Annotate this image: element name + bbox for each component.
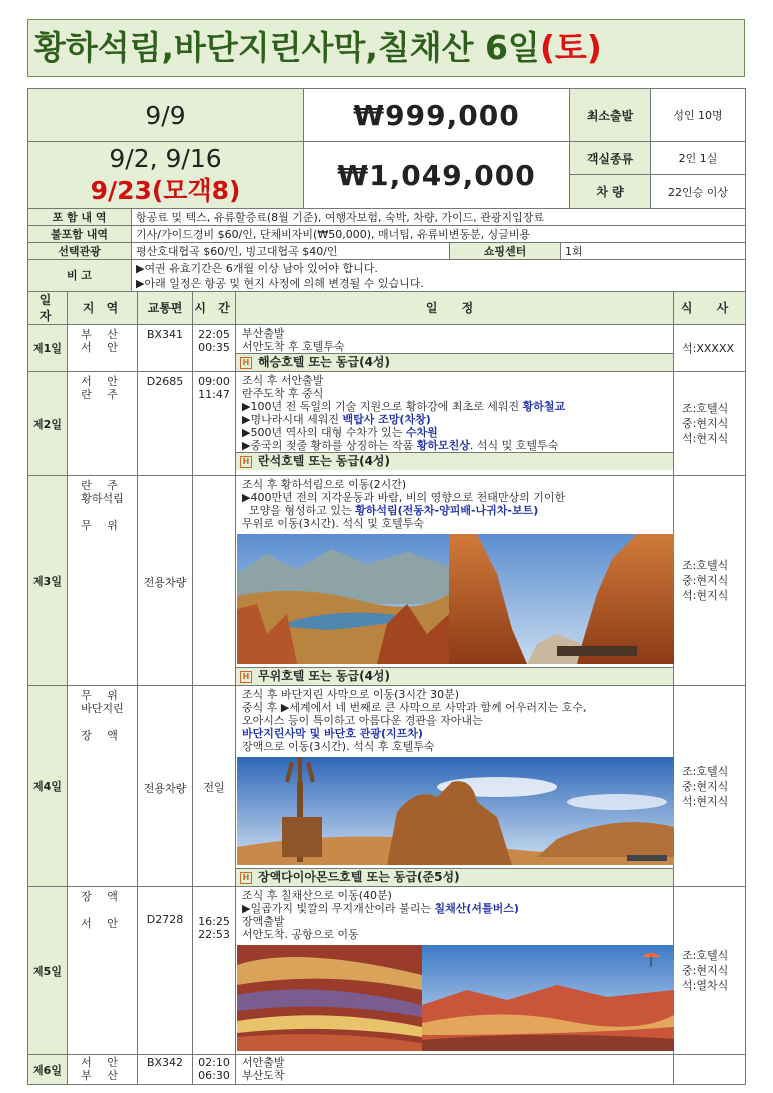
day-4-label: 제4일 bbox=[28, 686, 68, 887]
day-3-regions bbox=[68, 476, 138, 686]
day-3-hotel bbox=[236, 667, 673, 685]
day-4-regions bbox=[68, 686, 138, 887]
vehicle-label: 차 량 bbox=[570, 175, 651, 209]
day-5-schedule bbox=[236, 887, 674, 1055]
hotel-name: 무위호텔 또는 동급(4성) bbox=[258, 669, 391, 683]
day-3-times bbox=[193, 476, 236, 686]
schedule-line: 란주도착 후 중식 bbox=[242, 387, 324, 400]
meal: 석:XXXXX bbox=[682, 341, 735, 355]
badain-jaran-desert-photo bbox=[237, 757, 674, 865]
header-meal: 식 사 bbox=[674, 292, 746, 325]
day-1-regions bbox=[68, 325, 138, 372]
day-3-meals bbox=[674, 476, 746, 686]
text: . 석식 및 호텔투숙 bbox=[469, 439, 559, 452]
region: 무 위 bbox=[81, 689, 124, 702]
shop-value: 1회 bbox=[561, 243, 746, 260]
schedule-line: 조식 후 칠채산으로 이동(40분) bbox=[242, 889, 392, 902]
day-6-schedule bbox=[236, 1055, 674, 1085]
day-5-transport: D2728 bbox=[138, 887, 193, 1055]
text: ▶일곱가지 빛깔의 무지개산이라 불리는 bbox=[242, 902, 435, 915]
schedule-line: 오아시스 등이 특이하고 아름다운 경관을 자아내는 bbox=[242, 714, 483, 727]
schedule-line: 부산출발 bbox=[242, 327, 285, 340]
exclude-text: 기사/가이드경비 $60/인, 단체비자비(₩50,000), 매너팁, 유류비변동분, 싱글비용 bbox=[132, 226, 746, 243]
day-3-schedule bbox=[236, 476, 674, 686]
region: 부 산 bbox=[81, 1069, 124, 1082]
day-5-meals bbox=[674, 887, 746, 1055]
day-2-label: 제2일 bbox=[28, 372, 68, 476]
region: 무 위 bbox=[81, 519, 124, 532]
hotel-name: 해승호텔 또는 동급(4성) bbox=[258, 355, 391, 369]
schedule-line: 바단지린사막 및 바단호 관광(지프차) bbox=[242, 727, 423, 740]
day-3-transport: 전용차량 bbox=[138, 476, 193, 686]
meal: 중:현지식 bbox=[682, 574, 729, 587]
hotel-icon: H bbox=[240, 872, 252, 884]
header-schedule: 일 정 bbox=[236, 292, 674, 325]
highlight: 백탑사 조망(차창) bbox=[342, 413, 431, 426]
vehicle-value: 22인승 이상 bbox=[651, 175, 746, 209]
departure-date-red: 9/23(모객8) bbox=[90, 176, 241, 205]
highlight: 수차원 bbox=[405, 426, 438, 439]
hotel-name: 란석호텔 또는 동급(4성) bbox=[258, 454, 391, 468]
tour-title bbox=[27, 19, 745, 77]
day-2-times bbox=[193, 372, 236, 476]
time: 09:00 bbox=[198, 375, 230, 388]
schedule-line: 조식 후 바단지린 사막으로 이동(3시간 30분) bbox=[242, 688, 460, 701]
room-type-value: 2인 1실 bbox=[651, 142, 746, 175]
day-1-transport: BX341 bbox=[138, 325, 193, 372]
meal: 석:열차식 bbox=[682, 979, 729, 992]
region: 장 액 bbox=[81, 729, 124, 742]
text: ▶중국의 젖줄 황하를 상징하는 작품 bbox=[242, 439, 417, 452]
meal: 조:호텔식 bbox=[682, 559, 729, 572]
note-text bbox=[132, 260, 746, 292]
shop-label: 쇼핑센터 bbox=[450, 243, 561, 260]
room-type-label: 객실종류 bbox=[570, 142, 651, 175]
schedule-line: 무위로 이동(3시간). 석식 및 호텔투숙 bbox=[242, 517, 424, 530]
tour-title-day: (토) bbox=[539, 28, 602, 67]
itinerary-table bbox=[27, 291, 746, 1085]
day-1-times bbox=[193, 325, 236, 372]
price-2: ₩1,049,000 bbox=[304, 142, 570, 209]
meal: 석:현지식 bbox=[682, 794, 729, 808]
schedule-line bbox=[242, 413, 669, 426]
note-line-2: ▶아래 일정은 항공 및 현지 사정에 의해 변경될 수 있습니다. bbox=[136, 276, 424, 290]
schedule-line: 조식 후 서안출발 bbox=[242, 374, 324, 387]
schedule-line: 중식 후 ▶세계에서 네 번째로 큰 사막으로 사막과 함께 어우러지는 호수, bbox=[242, 701, 587, 714]
day-3-label: 제3일 bbox=[28, 476, 68, 686]
price-table bbox=[27, 88, 746, 209]
rainbow-mountain-photo bbox=[237, 945, 674, 1051]
time: 06:30 bbox=[198, 1069, 230, 1082]
region: 란 주 bbox=[81, 479, 124, 492]
header-transport: 교통편 bbox=[138, 292, 193, 325]
day-1-meals bbox=[674, 325, 746, 372]
departure-dates: 9/2, 9/16 bbox=[109, 144, 222, 173]
day-6-regions bbox=[68, 1055, 138, 1085]
day-6-meals bbox=[674, 1055, 746, 1085]
yellow-river-stone-forest-photo bbox=[237, 534, 674, 664]
meal: 조:호텔식 bbox=[682, 402, 729, 415]
day-5-label: 제5일 bbox=[28, 887, 68, 1055]
header-region: 지 역 bbox=[68, 292, 138, 325]
header-time: 시 간 bbox=[193, 292, 236, 325]
day-5-times bbox=[193, 887, 236, 1055]
schedule-line: 장액출발 bbox=[242, 915, 285, 928]
schedule-line bbox=[242, 426, 669, 439]
day-4-hotel bbox=[236, 868, 673, 886]
day-2-meals bbox=[674, 372, 746, 476]
day-4-time: 전일 bbox=[193, 686, 236, 887]
departure-date-2 bbox=[28, 142, 304, 209]
schedule-line bbox=[242, 400, 669, 413]
exclude-label: 불포함 내역 bbox=[28, 226, 132, 243]
note-line-1: ▶여권 유효기간은 6개월 이상 남아 있어야 합니다. bbox=[136, 261, 378, 275]
time: 00:35 bbox=[198, 341, 230, 354]
meal: 조:호텔식 bbox=[682, 949, 729, 962]
day-1-schedule bbox=[236, 325, 674, 372]
time: 22:05 bbox=[198, 328, 230, 341]
min-departure-value: 성인 10명 bbox=[651, 89, 746, 142]
time: 11:47 bbox=[198, 388, 230, 401]
schedule-line bbox=[242, 439, 669, 452]
hotel-icon: H bbox=[240, 671, 252, 683]
day-4-schedule bbox=[236, 686, 674, 887]
text: ▶명나라시대 세워진 bbox=[242, 413, 343, 426]
price-1: ₩999,000 bbox=[304, 89, 570, 142]
hotel-icon: H bbox=[240, 456, 252, 468]
schedule-line bbox=[242, 504, 669, 517]
meal: 석:현지식 bbox=[682, 432, 729, 445]
day-2-schedule bbox=[236, 372, 674, 476]
highlight: 황하모친상 bbox=[416, 439, 470, 452]
day-4-meals bbox=[674, 686, 746, 887]
highlight: 칠채산(셔틀버스) bbox=[434, 902, 519, 915]
day-1-hotel bbox=[236, 353, 673, 371]
schedule-line: ▶400만년 전의 지각운동과 바람, 비의 영향으로 천태만상의 기이한 bbox=[242, 491, 566, 504]
info-table bbox=[27, 208, 746, 292]
hotel-icon: H bbox=[240, 357, 252, 369]
day-1-label: 제1일 bbox=[28, 325, 68, 372]
highlight: 황하철교 bbox=[522, 400, 566, 413]
region: 장 액 bbox=[81, 890, 124, 903]
text: ▶100년 전 독일의 기술 지원으로 황하강에 최초로 세워진 bbox=[242, 400, 523, 413]
time: 02:10 bbox=[198, 1056, 230, 1069]
hotel-name: 장액다이아몬드호텔 또는 동급(준5성) bbox=[258, 870, 460, 884]
day-4-transport: 전용차량 bbox=[138, 686, 193, 887]
note-label: 비 고 bbox=[28, 260, 132, 292]
day-6-label: 제6일 bbox=[28, 1055, 68, 1085]
region: 서 안 bbox=[81, 375, 124, 388]
departure-date-1: 9/9 bbox=[28, 89, 304, 142]
highlight: 황하석림(전동차-양피배-나귀차-보트) bbox=[355, 504, 539, 517]
meal: 석:현지식 bbox=[682, 589, 729, 602]
region: 란 주 bbox=[81, 388, 124, 401]
time: 16:25 bbox=[198, 915, 230, 928]
meal: 중:현지식 bbox=[682, 779, 729, 793]
time: 22:53 bbox=[198, 928, 230, 941]
day-6-times bbox=[193, 1055, 236, 1085]
day-2-regions bbox=[68, 372, 138, 476]
header-day: 일 자 bbox=[28, 292, 68, 325]
region: 서 안 bbox=[81, 1056, 124, 1069]
schedule-line bbox=[242, 902, 669, 915]
region: 서 안 bbox=[81, 917, 124, 930]
min-departure-label: 최소출발 bbox=[570, 89, 651, 142]
schedule-line: 서안출발 bbox=[242, 1056, 285, 1069]
schedule-line: 조식 후 황하석림으로 이동(2시간) bbox=[242, 478, 407, 491]
option-text: 평산호대협곡 $60/인, 빙고대협곡 $40/인 bbox=[132, 243, 450, 260]
meal: 조:호텔식 bbox=[682, 764, 729, 778]
meal: 중:현지식 bbox=[682, 964, 729, 977]
day-2-transport: D2685 bbox=[138, 372, 193, 476]
meal: 중:현지식 bbox=[682, 417, 729, 430]
schedule-line: 장액으로 이동(3시간). 석식 후 호텔투숙 bbox=[242, 740, 435, 753]
day-2-hotel bbox=[236, 452, 673, 470]
schedule-line: 부산도착 bbox=[242, 1069, 285, 1082]
schedule-line: 서안도착. 공항으로 이동 bbox=[242, 928, 359, 941]
region: 황하석림 bbox=[81, 492, 124, 505]
region: 서 안 bbox=[81, 341, 124, 354]
day-5-regions bbox=[68, 887, 138, 1055]
schedule-line: 서안도착 후 호텔투숙 bbox=[242, 340, 345, 353]
option-label: 선택관광 bbox=[28, 243, 132, 260]
tour-title-main: 황하석림,바단지린사막,칠채산 6일 bbox=[34, 28, 540, 67]
day-6-transport: BX342 bbox=[138, 1055, 193, 1085]
include-label: 포 함 내 역 bbox=[28, 209, 132, 226]
text: 모양을 형성하고 있는 bbox=[242, 504, 356, 517]
include-text: 항공료 및 텍스, 유류할증료(8월 기준), 여행자보험, 숙박, 차량, 가이드, 관광지입장료 bbox=[132, 209, 746, 226]
text: ▶500년 역사의 대형 수차가 있는 bbox=[242, 426, 406, 439]
region: 부 산 bbox=[81, 328, 124, 341]
region: 바단지린 bbox=[81, 702, 124, 715]
